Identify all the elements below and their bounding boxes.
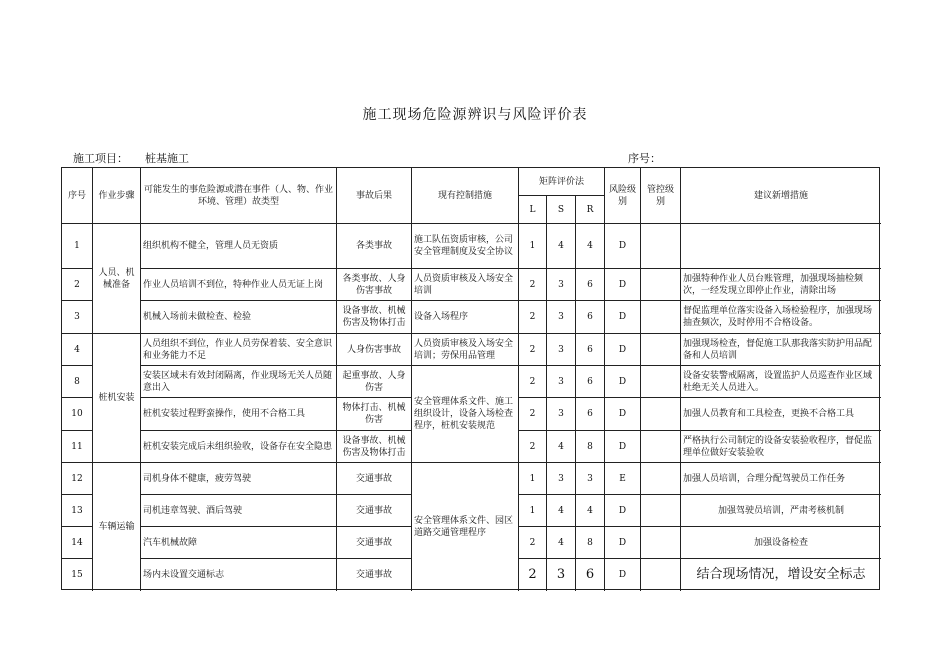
consequence-cell: 人身伤害事故 — [337, 334, 412, 366]
risk-level-cell: E — [605, 463, 641, 495]
control-level-cell — [641, 431, 681, 463]
header-l: L — [519, 196, 547, 224]
row-no-cell: 4 — [62, 334, 93, 366]
row-no-cell: 1 — [62, 224, 93, 269]
hazard-cell: 桩机安装过程野蛮操作，使用不合格工具 — [141, 398, 337, 431]
header-matrix: 矩阵评价法 — [519, 168, 605, 196]
risk-level-cell: D — [605, 224, 641, 269]
control-level-cell — [641, 366, 681, 398]
l-value-cell: 2 — [519, 559, 547, 591]
row-no-cell: 15 — [62, 559, 93, 591]
header-s: S — [547, 196, 576, 224]
header-r: R — [576, 196, 605, 224]
l-value-cell: 1 — [519, 495, 547, 527]
row-no-cell: 8 — [62, 366, 93, 398]
suggest-cell: 严格执行公司制定的设备安装验收程序，督促监理单位做好安装验收 — [681, 431, 881, 463]
hazard-cell: 场内未设置交通标志 — [141, 559, 337, 591]
risk-assessment-table — [61, 167, 880, 590]
suggest-cell — [681, 224, 881, 269]
s-value-cell: 4 — [547, 527, 576, 559]
r-value-cell: 6 — [576, 559, 605, 591]
header-no: 序号 — [62, 168, 93, 224]
s-value-cell: 4 — [547, 431, 576, 463]
hazard-cell: 人员组织不到位，作业人员劳保着装、安全意识和业务能力不足 — [141, 334, 337, 366]
hazard-cell: 司机违章驾驶、酒后驾驶 — [141, 495, 337, 527]
row-no-cell: 13 — [62, 495, 93, 527]
s-value-cell: 3 — [547, 269, 576, 301]
project-label: 施工项目： — [73, 152, 128, 165]
consequence-cell: 交通事故 — [337, 463, 412, 495]
suggest-cell: 加强现场检查，督促施工队那我落实防护用品配备和人员培训 — [681, 334, 881, 366]
suggest-cell: 加强设备检查 — [681, 527, 881, 559]
r-value-cell: 6 — [576, 269, 605, 301]
step-group-cell: 人员、机械准备 — [93, 224, 141, 334]
l-value-cell: 2 — [519, 366, 547, 398]
l-value-cell: 2 — [519, 269, 547, 301]
risk-level-cell: D — [605, 269, 641, 301]
s-value-cell: 3 — [547, 398, 576, 431]
control-level-cell — [641, 559, 681, 591]
header-control: 现有控制措施 — [412, 168, 519, 224]
consequence-cell: 各类事故、人身伤害事故 — [337, 269, 412, 301]
row-no-cell: 10 — [62, 398, 93, 431]
consequence-cell: 交通事故 — [337, 495, 412, 527]
serial-label: 序号： — [628, 152, 661, 165]
control-level-cell — [641, 398, 681, 431]
control-level-cell — [641, 527, 681, 559]
risk-level-cell: D — [605, 527, 641, 559]
control-measure-cell: 人员资质审核及入场安全培训 — [412, 269, 519, 301]
s-value-cell: 3 — [547, 366, 576, 398]
l-value-cell: 2 — [519, 527, 547, 559]
suggest-cell: 加强人员教育和工具检查，更换不合格工具 — [681, 398, 881, 431]
r-value-cell: 4 — [576, 224, 605, 269]
control-level-cell — [641, 224, 681, 269]
control-level-cell — [641, 301, 681, 334]
row-no-cell: 3 — [62, 301, 93, 334]
control-measure-cell: 安全管理体系文件、园区道路交通管理程序 — [412, 463, 519, 591]
hazard-cell: 司机身体不健康，疲劳驾驶 — [141, 463, 337, 495]
risk-level-cell: D — [605, 495, 641, 527]
r-value-cell: 6 — [576, 301, 605, 334]
r-value-cell: 4 — [576, 495, 605, 527]
r-value-cell: 3 — [576, 463, 605, 495]
s-value-cell: 3 — [547, 463, 576, 495]
r-value-cell: 6 — [576, 334, 605, 366]
header-suggest: 建议新增措施 — [681, 168, 881, 224]
control-measure-cell: 安全管理体系文件、施工组织设计，设备入场检查程序，桩机安装规范 — [412, 366, 519, 463]
project-value: 桩基施工 — [145, 152, 189, 165]
hazard-cell: 桩机安装完成后未组织验收，设备存在安全隐患 — [141, 431, 337, 463]
header-risk-level: 风险级别 — [605, 168, 641, 224]
r-value-cell: 8 — [576, 527, 605, 559]
r-value-cell: 8 — [576, 431, 605, 463]
r-value-cell: 6 — [576, 366, 605, 398]
hazard-cell: 组织机构不健全，管理人员无资质 — [141, 224, 337, 269]
header-step: 作业步骤 — [93, 168, 141, 224]
s-value-cell: 4 — [547, 495, 576, 527]
control-level-cell — [641, 463, 681, 495]
row-no-cell: 12 — [62, 463, 93, 495]
suggest-cell: 督促监理单位落实设备入场检验程序，加强现场抽查频次，及时停用不合格设备。 — [681, 301, 881, 334]
suggest-cell: 结合现场情况，增设安全标志 — [696, 567, 866, 582]
s-value-cell: 3 — [547, 334, 576, 366]
l-value-cell: 2 — [519, 334, 547, 366]
risk-level-cell: D — [605, 398, 641, 431]
l-value-cell: 2 — [519, 301, 547, 334]
l-value-cell: 2 — [519, 431, 547, 463]
header-control-level: 管控级别 — [641, 168, 681, 224]
hazard-cell: 安装区域未有效封闭隔离，作业现场无关人员随意出入 — [141, 366, 337, 398]
control-level-cell — [641, 495, 681, 527]
control-level-cell — [641, 334, 681, 366]
page-title: 施工现场危险源辨识与风险评价表 — [362, 107, 588, 123]
row-no-cell: 14 — [62, 527, 93, 559]
consequence-cell: 各类事故 — [337, 224, 412, 269]
hazard-cell: 汽车机械故障 — [141, 527, 337, 559]
consequence-cell: 设备事故、机械伤害及物体打击 — [337, 431, 412, 463]
s-value-cell: 3 — [547, 559, 576, 591]
consequence-cell: 交通事故 — [337, 527, 412, 559]
control-measure-cell: 施工队伍资质审核，公司安全管理制度及安全协议 — [412, 224, 519, 269]
suggest-cell: 加强驾驶员培训，严肃考核机制 — [681, 495, 881, 527]
risk-level-cell: D — [605, 431, 641, 463]
r-value-cell: 6 — [576, 398, 605, 431]
risk-level-cell: D — [605, 366, 641, 398]
consequence-cell: 起重事故、人身伤害 — [337, 366, 412, 398]
risk-level-cell: D — [605, 334, 641, 366]
risk-level-cell: D — [605, 301, 641, 334]
row-no-cell: 2 — [62, 269, 93, 301]
hazard-cell: 机械入场前未做检查、检验 — [141, 301, 337, 334]
control-level-cell — [641, 269, 681, 301]
control-measure-cell: 设备入场程序 — [412, 301, 519, 334]
suggest-cell: 加强人员培训，合理分配驾驶员工作任务 — [681, 463, 881, 495]
suggest-cell: 加强特种作业人员台账管理，加强现场抽检频次，一经发现立即停止作业，清除出场 — [681, 269, 881, 301]
suggest-cell: 设备安装警戒隔离，设置监护人员巡查作业区域杜绝无关人员进入。 — [681, 366, 881, 398]
step-group-cell: 车辆运输 — [93, 463, 141, 591]
step-group-cell: 桩机安装 — [93, 334, 141, 463]
header-consequence: 事故后果 — [337, 168, 412, 224]
l-value-cell: 2 — [519, 398, 547, 431]
hazard-cell: 作业人员培训不到位，特种作业人员无证上岗 — [141, 269, 337, 301]
consequence-cell: 物体打击、机械伤害 — [337, 398, 412, 431]
risk-level-cell: D — [605, 559, 641, 591]
consequence-cell: 交通事故 — [337, 559, 412, 591]
s-value-cell: 4 — [547, 224, 576, 269]
s-value-cell: 3 — [547, 301, 576, 334]
l-value-cell: 1 — [519, 463, 547, 495]
control-measure-cell: 人员资质审核及入场安全培训；劳保用品管理 — [412, 334, 519, 366]
l-value-cell: 1 — [519, 224, 547, 269]
row-no-cell: 11 — [62, 431, 93, 463]
consequence-cell: 设备事故、机械伤害及物体打击 — [337, 301, 412, 334]
header-hazard: 可能发生的事危险源或潜在事件（人、物、作业环境、管理）故类型 — [141, 168, 337, 224]
